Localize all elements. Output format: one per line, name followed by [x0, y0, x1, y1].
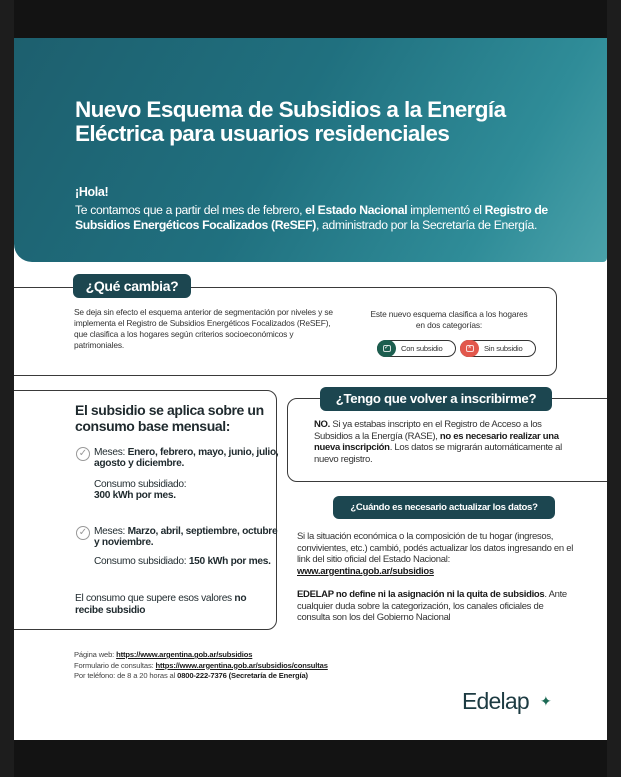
footer-form	[74, 661, 414, 672]
cuando-label: ¿Cuándo es necesario actualizar los datos?	[333, 496, 555, 519]
check-circle-icon: ✓	[76, 526, 90, 540]
badge-label: Con subsidio	[401, 344, 443, 353]
edelap-bold: EDELAP no define ni la asignación ni la quita de subsidios	[297, 589, 545, 600]
tengo-text-1: Si ya estabas inscripto en el Registro de Acceso a los Subsidios a la Energía (RASE),	[314, 419, 542, 442]
badge-label: Sin subsidio	[484, 344, 523, 353]
subsidios-link[interactable]: www.argentina.gob.ar/subsidios	[297, 565, 434, 577]
tengo-text-2: . Los datos se migrarán automáticamente al nuevo registro.	[314, 442, 562, 465]
cuando-text	[297, 531, 577, 577]
badge-sin-subsidio	[460, 340, 536, 357]
intro-part-2: implementó el	[407, 203, 485, 217]
intro-bold-resef: Registro de Subsidios Energéticos Focalizados (ReSEF)	[75, 203, 548, 232]
intro-text	[75, 185, 575, 233]
que-cambia-label: ¿Qué cambia?	[73, 274, 191, 298]
greeting: ¡Hola!	[75, 185, 109, 199]
intro-part-3: , administrado por la Secretaría de Energía.	[315, 218, 537, 232]
subsidio-title: El subsidio se aplica sobre un consumo base mensual:	[75, 402, 264, 434]
meses-label: Meses:	[94, 447, 128, 458]
check-square-icon: ✓	[377, 340, 396, 357]
hero-banner	[14, 38, 607, 262]
edelap-logo: Edelap	[462, 688, 529, 714]
supere-text	[75, 593, 275, 617]
intro-part-1: Te contamos que a partir del mes de febrero,	[75, 203, 306, 217]
x-square-icon: ×	[460, 340, 479, 357]
web-link[interactable]: https://www.argentina.gob.ar/subsidios	[116, 650, 253, 659]
tengo-text	[314, 419, 569, 465]
badge-con-subsidio	[377, 340, 456, 357]
page-title: Nuevo Esquema de Subsidios a la Energía Eléctrica para usuarios residenciales	[75, 97, 506, 146]
footer-phone	[74, 671, 414, 682]
supere-label: El consumo que supere esos valores	[75, 593, 235, 604]
meses-label: Meses:	[94, 526, 128, 537]
consumo-label: Consumo subsidiado:	[94, 479, 187, 490]
supere-bold: no recibe subsidio	[75, 593, 247, 616]
edelap-body: . Ante cualquier duda sobre la categorización, los canales oficiales de consulta son los del Gobierno Nacional	[297, 589, 567, 623]
footer-contacts	[74, 650, 414, 682]
clasifica-text: Este nuevo esquema clasifica a los hogares en dos categorías:	[370, 309, 528, 330]
meses-value: Marzo, abril, septiembre, octubre y noviembre.	[94, 526, 278, 548]
consumo-label: Consumo subsidiado:	[94, 556, 189, 567]
cuando-body: Si la situación económica o la composición de tu hogar (ingresos, convivientes, etc.) cambió, podés actualizar los datos ingresando en el link del sitio oficial del Estado Nacional:	[297, 531, 574, 565]
footer-web	[74, 650, 414, 661]
phone-label: Por teléfono: de 8 a 20 horas al	[74, 671, 178, 681]
flyer-page	[14, 38, 607, 740]
intro-bold-estado: el Estado Nacional	[305, 203, 408, 217]
consumo-value: 300 kWh por mes.	[94, 490, 176, 501]
phone-value: 0800-222-7376 (Secretaría de Energía)	[177, 671, 308, 681]
consumo-value: 150 kWh por mes.	[188, 556, 271, 567]
check-circle-icon: ✓	[76, 447, 90, 461]
web-label: Página web:	[74, 650, 117, 659]
meses-period-1	[94, 448, 284, 469]
form-link[interactable]: https://www.argentina.gob.ar/subsidios/consultas	[155, 660, 328, 670]
consumo-period-2	[94, 556, 274, 567]
tengo-no: NO.	[314, 419, 330, 430]
sparkle-icon: ✦	[540, 693, 552, 709]
que-cambia-text: Se deja sin efecto el esquema anterior de segmentación por niveles y se implementa el Registro de Subsidios Energéticos Focalizados (ReSEF), que clasifica a los hogares según criterios socioeconómicos y patrimoniales.	[74, 307, 333, 350]
consumo-period-1	[94, 479, 274, 501]
form-label: Formulario de consultas:	[74, 660, 156, 670]
tengo-label: ¿Tengo que volver a inscribirme?	[320, 387, 552, 411]
meses-value: Enero, febrero, mayo, junio, julio, agosto y diciembre.	[94, 447, 279, 469]
edelap-disclaimer	[297, 589, 577, 624]
tengo-bold: no es necesario realizar una nueva inscripción	[314, 430, 559, 453]
meses-period-2	[94, 527, 284, 548]
